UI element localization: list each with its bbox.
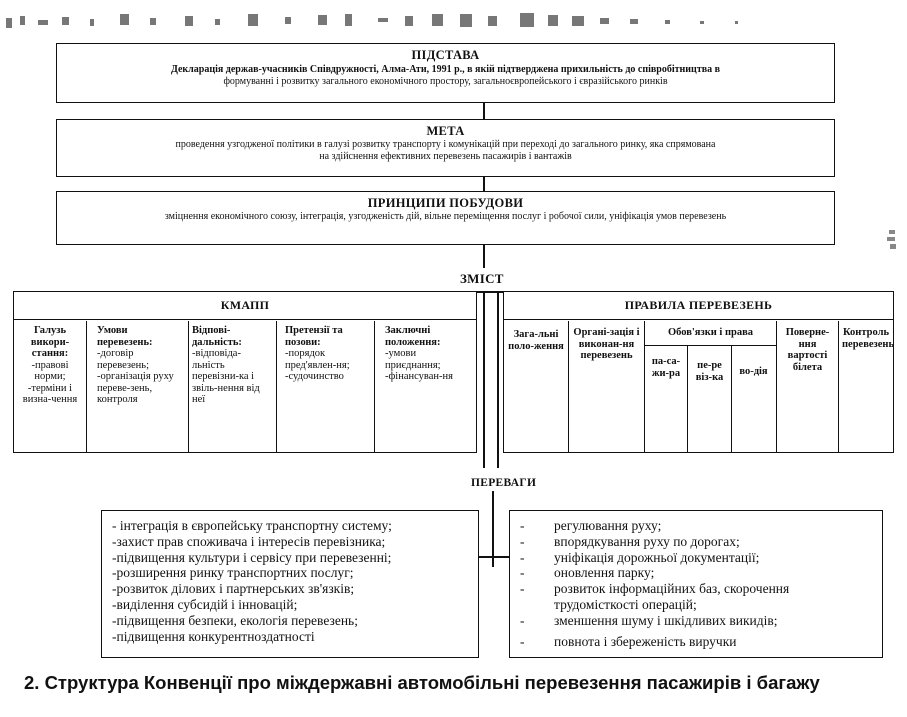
advantage-left-item: -розширення ринку транспортних послуг; bbox=[112, 565, 354, 581]
basis-box bbox=[56, 43, 835, 103]
kmapp-col-5-body: -умови приєднання; -фінансуван-ня bbox=[385, 348, 453, 382]
advantage-right-dash: - bbox=[520, 633, 525, 649]
kmapp-col-2-head: Умови перевезень: bbox=[97, 325, 153, 348]
kmapp-title: КМАПП bbox=[14, 292, 476, 320]
rules-duties-title: Обов'язки і права bbox=[645, 321, 776, 346]
advantage-right-text: впорядкування руху по дорогах; bbox=[554, 533, 740, 549]
rules-col-control: Контроль перевезень bbox=[838, 321, 893, 452]
kmapp-col-2-body: -договір перевезень; -організація руху переве-зень, контроля bbox=[97, 348, 174, 405]
rules-col-general: Зага-льні поло-ження bbox=[508, 329, 564, 352]
connector-basis-goal bbox=[483, 103, 485, 119]
basis-line-1: Декларація держав-учасників Співдружності, Алма-Ати, 1991 р., в якій підтверджена прихильність до співробітництва в bbox=[170, 64, 721, 75]
advantage-right-item bbox=[518, 518, 874, 534]
advantage-right-dash: - bbox=[520, 612, 525, 628]
kmapp-col-5-head: Заключні положення: bbox=[385, 325, 441, 348]
content-center-left bbox=[483, 291, 485, 468]
advantage-left-item: -підвищення культури і сервісу при перевезенні; bbox=[112, 549, 392, 565]
kmapp-col-3-head: Відпові-дальність: bbox=[192, 325, 242, 348]
rules-duties-driver: во-дія bbox=[731, 346, 775, 452]
rules-duties-carrier: пе-ре віз-ка bbox=[687, 346, 731, 452]
rules-col-organization: Органі-зація і виконан-ня перевезень bbox=[568, 321, 644, 452]
kmapp-col-claims bbox=[276, 321, 374, 452]
scan-noise bbox=[0, 8, 907, 30]
kmapp-col-3-body: -відповіда-льність перевізни-ка і звіль-нення від неї bbox=[192, 348, 260, 405]
kmapp-box bbox=[13, 291, 477, 453]
advantage-right-dash: - bbox=[520, 518, 525, 533]
figure-caption: 2. Структура Конвенції про міждержавні автомобільні перевезення пасажирів і багажу bbox=[24, 672, 820, 693]
advantages-right-box bbox=[509, 510, 883, 658]
advantage-left-item: -підвищення безпеки, екологія перевезень; bbox=[112, 612, 358, 628]
advantages-left-box bbox=[101, 510, 479, 658]
advantages-title: ПЕРЕВАГИ bbox=[471, 477, 537, 489]
rules-box bbox=[503, 291, 894, 453]
advantage-left-item: -виділення субсидій і інновацій; bbox=[112, 596, 298, 612]
goal-title: МЕТА bbox=[426, 124, 465, 138]
rules-col-duties bbox=[644, 321, 776, 452]
advantage-right-text: регулювання руху; bbox=[554, 518, 662, 533]
advantage-right-dash: - bbox=[520, 549, 525, 565]
advantage-left-item: -підвищення конкурентноздатності bbox=[112, 628, 315, 644]
advantage-right-text: розвиток інформаційних баз, скорочення трудомісткості операцій; bbox=[554, 581, 790, 612]
margin-noise bbox=[885, 228, 901, 252]
advantage-right-text: повнота і збереженість виручки bbox=[554, 633, 737, 649]
rules-duties-passenger: па-са-жи-ра bbox=[651, 356, 681, 379]
principles-text: зміцнення економічного союзу, інтеграція, узгодженість дій, вільне переміщення послуг і робочої сили, уніфікація умов перевезень bbox=[164, 211, 727, 222]
rules-col-refund: Поверне-ння вартості білета bbox=[776, 321, 838, 452]
content-title: ЗМІСТ bbox=[460, 271, 504, 286]
advantage-right-item bbox=[518, 613, 874, 629]
advantage-right-text: оновлення парку; bbox=[554, 565, 655, 581]
kmapp-col-4-head: Претензії та позови: bbox=[285, 325, 343, 348]
advantages-left-list bbox=[112, 518, 468, 644]
basis-line-2: формуванні і розвитку загального економічного простору, загальноєвропейського і євразійського ринків bbox=[223, 76, 668, 87]
goal-line-1: проведення узгодженої політики в галузі розвитку транспорту і комунікацій при переході до загального ринку, яка спрямована bbox=[175, 139, 716, 150]
principles-title: ПРИНЦИПИ ПОБУДОВИ bbox=[367, 196, 524, 210]
kmapp-col-final bbox=[374, 321, 475, 452]
kmapp-col-1-head: Галузь викори-стання: bbox=[30, 325, 70, 359]
goal-box bbox=[56, 119, 835, 177]
connector-principles-content bbox=[483, 245, 485, 268]
advantage-right-item bbox=[518, 581, 874, 613]
advantage-right-dash: - bbox=[520, 565, 525, 581]
advantage-left-item: - інтеграція в європейську транспортну систему; bbox=[112, 518, 392, 533]
kmapp-col-1-body: -правові норми; -терміни і визна-чення bbox=[22, 359, 78, 405]
advantage-right-item bbox=[518, 634, 874, 650]
advantage-right-dash: - bbox=[520, 581, 525, 597]
advantage-right-text: уніфікація дорожньої документації; bbox=[554, 549, 760, 565]
goal-line-2: на здійснення ефективних перевезень пасажирів і вантажів bbox=[319, 151, 572, 162]
advantage-left-item: -розвиток ділових і партнерських зв'язків; bbox=[112, 581, 355, 597]
advantage-left-item: -захист прав споживача і інтересів перевізника; bbox=[112, 533, 386, 549]
advantage-right-item bbox=[518, 550, 874, 566]
basis-title: ПІДСТАВА bbox=[411, 48, 480, 62]
connector-goal-principles bbox=[483, 177, 485, 191]
kmapp-col-liability bbox=[188, 321, 276, 452]
kmapp-col-scope bbox=[14, 321, 86, 452]
advantage-right-dash: - bbox=[520, 533, 525, 549]
kmapp-col-conditions bbox=[86, 321, 188, 452]
advantage-right-item bbox=[518, 565, 874, 581]
kmapp-col-4-body: -порядок пред'явлен-ня; -судочинство bbox=[285, 348, 350, 382]
advantage-right-item bbox=[518, 534, 874, 550]
advantages-left-link bbox=[479, 556, 493, 558]
principles-box bbox=[56, 191, 835, 245]
rules-title: ПРАВИЛА ПЕРЕВЕЗЕНЬ bbox=[504, 292, 893, 320]
content-center-right bbox=[497, 291, 499, 468]
advantage-right-text: зменшення шуму і шкідливих викидів; bbox=[554, 612, 778, 628]
advantages-right-link bbox=[492, 556, 509, 558]
advantages-right-list bbox=[518, 518, 874, 649]
